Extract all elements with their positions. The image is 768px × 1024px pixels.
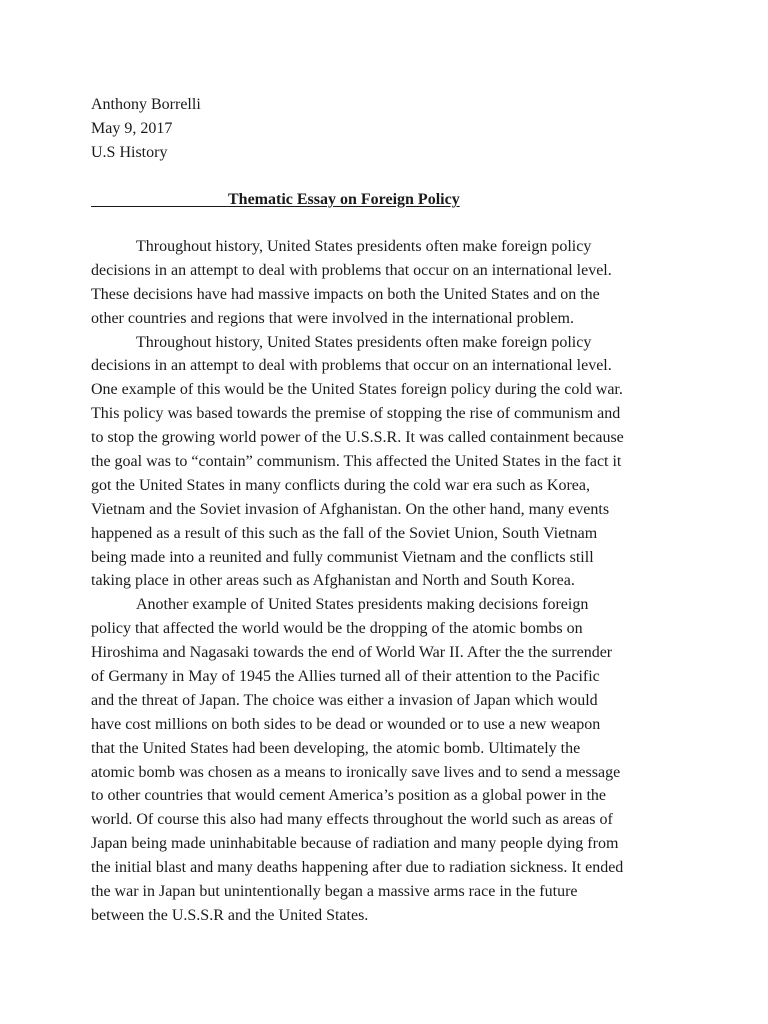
paragraph-line: Throughout history, United States presidents often make foreign policy <box>136 238 592 255</box>
paragraph-line: got the United States in many conflicts during the cold war era such as Korea, <box>91 476 590 494</box>
document-date: May 9, 2017 <box>91 120 173 137</box>
paragraph-line: have cost millions on both sides to be dead or wounded or to use a new weapon <box>91 715 601 733</box>
paragraph-line: world. Of course this also had many effects throughout the world such as areas of <box>91 811 613 829</box>
paragraph-line: happened as a result of this such as the fall of the Soviet Union, South Vietnam <box>91 524 598 542</box>
paragraph-line: and the threat of Japan. The choice was either a invasion of Japan which would <box>91 691 598 709</box>
paragraph-line: to stop the growing world power of the U.S.S.R. It was called containment because <box>91 429 624 447</box>
title-underline <box>91 206 228 207</box>
paragraph-line: that the United States had been developing, the atomic bomb. Ultimately the <box>91 739 581 757</box>
paragraph-line: policy that affected the world would be the dropping of the atomic bombs on <box>91 620 583 638</box>
essay-title: Thematic Essay on Foreign Policy <box>228 191 460 208</box>
paragraph-line: Japan being made uninhabitable because of radiation and many people dying from <box>91 835 619 853</box>
paragraph-line: being made into a reunited and fully communist Vietnam and the conflicts still <box>91 548 594 566</box>
paragraph-line: decisions in an attempt to deal with problems that occur on an international level. <box>91 261 612 279</box>
paragraph-line: Vietnam and the Soviet invasion of Afghanistan. On the other hand, many events <box>91 500 610 518</box>
paragraph-line: One example of this would be the United States foreign policy during the cold war. <box>91 381 623 399</box>
paragraph-line: Throughout history, United States presidents often make foreign policy <box>136 333 592 351</box>
paragraph-line: These decisions have had massive impacts on both the United States and on the <box>91 285 600 303</box>
essay-title-row <box>91 188 491 212</box>
document-header <box>91 93 201 165</box>
paragraph-line: to other countries that would cement America’s position as a global power in the <box>91 787 606 805</box>
course-name: U.S History <box>91 144 168 161</box>
essay-body <box>91 235 691 928</box>
paragraph-line: atomic bomb was chosen as a means to ironically save lives and to send a message <box>91 763 621 781</box>
author-name: Anthony Borrelli <box>91 96 201 113</box>
paragraph-line: This policy was based towards the premise of stopping the rise of communism and <box>91 405 621 423</box>
paragraph-line: of Germany in May of 1945 the Allies turned all of their attention to the Pacific <box>91 668 600 686</box>
paragraph-line: other countries and regions that were involved in the international problem. <box>91 309 574 327</box>
paragraph-line: the goal was to “contain” communism. This affected the United States in the fact it <box>91 453 622 471</box>
paragraph-line: decisions in an attempt to deal with problems that occur on an international level. <box>91 357 612 375</box>
paragraph-line: the initial blast and many deaths happening after due to radiation sickness. It ended <box>91 859 624 877</box>
paragraph-line: taking place in other areas such as Afghanistan and North and South Korea. <box>91 572 575 590</box>
paragraph-line: between the U.S.S.R and the United States. <box>91 906 369 924</box>
paragraph-line: Hiroshima and Nagasaki towards the end of World War II. After the the surrender <box>91 644 613 662</box>
paragraph-line: Another example of United States presidents making decisions foreign <box>136 596 589 614</box>
paragraph-line: the war in Japan but unintentionally began a massive arms race in the future <box>91 883 578 901</box>
